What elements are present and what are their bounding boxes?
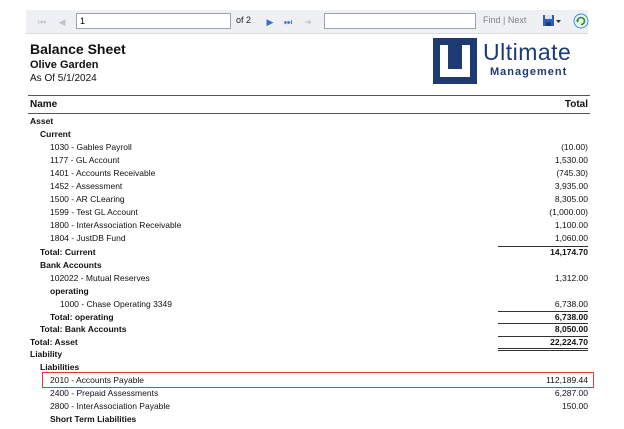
account-row: [0, 387, 624, 400]
account-row: [0, 272, 624, 285]
row-amount: 14,174.70: [550, 247, 588, 257]
row-amount: 8,305.00: [554, 194, 588, 204]
logo-text-management: Management: [490, 66, 568, 78]
row-label: 102022 - Mutual Reserves: [50, 273, 150, 283]
column-header-divider: [28, 113, 590, 114]
row-label: 1030 - Gables Payroll: [50, 142, 132, 152]
section-row-current: [0, 128, 624, 141]
row-amount: 150.00: [562, 401, 588, 411]
row-amount: 6,738.00: [554, 299, 588, 309]
back-icon[interactable]: ➜: [304, 16, 312, 27]
row-amount: 3,935.00: [554, 181, 588, 191]
report-title: Balance Sheet: [30, 41, 126, 57]
section-row-bank-accounts: [0, 259, 624, 272]
section-row-short-term-liabilities: [0, 413, 624, 426]
logo-mark: [433, 38, 477, 84]
account-row: [0, 193, 624, 206]
export-icon[interactable]: [542, 13, 562, 29]
row-label: operating: [50, 286, 89, 296]
row-amount: (1,000.00): [549, 207, 588, 217]
highlight-box: [42, 372, 594, 388]
row-label: 1000 - Chase Operating 3349: [60, 299, 172, 309]
last-page-icon[interactable]: ⏭: [283, 16, 293, 27]
row-amount: 22,224.70: [550, 337, 588, 347]
row-label: Short Term Liabilities: [50, 414, 137, 424]
row-amount: 1,060.00: [554, 233, 588, 243]
account-row: [0, 232, 624, 245]
find-link[interactable]: Find: [483, 15, 501, 25]
association-name: Olive Garden: [30, 59, 99, 71]
account-row: [0, 400, 624, 413]
row-amount: 112,189.44: [546, 375, 588, 385]
next-link[interactable]: Next: [507, 15, 527, 25]
row-label: 2400 - Prepaid Assessments: [50, 388, 159, 398]
section-row-asset: [0, 115, 624, 128]
logo-text-ultimate: Ultimate: [483, 39, 572, 65]
row-label: 1401 - Accounts Receivable: [50, 168, 156, 178]
row-label: 1500 - AR CLearing: [50, 194, 125, 204]
account-row: [0, 219, 624, 232]
row-amount: 6,287.00: [554, 388, 588, 398]
section-row-operating: [0, 285, 624, 298]
total-row-current: [0, 246, 624, 259]
total-row-bank-accounts: [0, 323, 624, 336]
page-number-input[interactable]: [76, 13, 231, 29]
row-label: Total: operating: [50, 312, 114, 322]
row-label: Liabilities: [40, 362, 80, 372]
page-count-label: of 2: [236, 15, 252, 25]
row-label: Liability: [30, 349, 63, 359]
account-row: [0, 180, 624, 193]
previous-page-icon[interactable]: ◀: [58, 16, 66, 27]
find-next-links: [483, 15, 526, 25]
row-label: 2010 - Accounts Payable: [50, 375, 145, 385]
row-label: Total: Bank Accounts: [40, 324, 127, 334]
row-label: 1800 - InterAssociation Receivable: [50, 220, 182, 230]
row-amount: 6,738.00: [554, 312, 588, 322]
row-label: Total: Asset: [30, 337, 78, 347]
next-page-icon[interactable]: ▶: [266, 16, 274, 27]
row-amount: (745.30): [556, 168, 588, 178]
refresh-icon[interactable]: [573, 13, 589, 29]
row-amount: 1,100.00: [554, 220, 588, 230]
account-row: [0, 298, 624, 311]
row-label: 1804 - JustDB Fund: [50, 233, 126, 243]
section-row-liability: [0, 348, 624, 361]
account-row: [0, 206, 624, 219]
as-of-date: As Of 5/1/2024: [30, 73, 97, 84]
row-label: 1177 - GL Account: [50, 155, 120, 165]
account-row: [0, 141, 624, 154]
row-label: 1452 - Assessment: [50, 181, 123, 191]
column-header-total: Total: [564, 99, 588, 110]
row-amount: (10.00): [561, 142, 588, 152]
header-divider: [28, 95, 590, 96]
find-input[interactable]: [324, 13, 476, 29]
column-header-name: Name: [30, 99, 58, 110]
row-amount: 1,312.00: [554, 273, 588, 283]
row-label: Current: [40, 129, 71, 139]
row-label: Total: Current: [40, 247, 96, 257]
row-label: 2800 - InterAssociation Payable: [50, 401, 171, 411]
row-amount: 1,530.00: [554, 155, 588, 165]
first-page-icon[interactable]: ⏮: [37, 16, 47, 27]
account-row: [0, 167, 624, 180]
report-toolbar: [26, 10, 588, 34]
account-row: [0, 154, 624, 167]
row-label: Asset: [30, 116, 54, 126]
row-label: Bank Accounts: [40, 260, 102, 270]
row-amount: 8,050.00: [554, 324, 588, 334]
row-label: 1599 - Test GL Account: [50, 207, 138, 217]
find-separator: |: [503, 15, 506, 25]
ultimate-management-logo: [433, 38, 583, 86]
